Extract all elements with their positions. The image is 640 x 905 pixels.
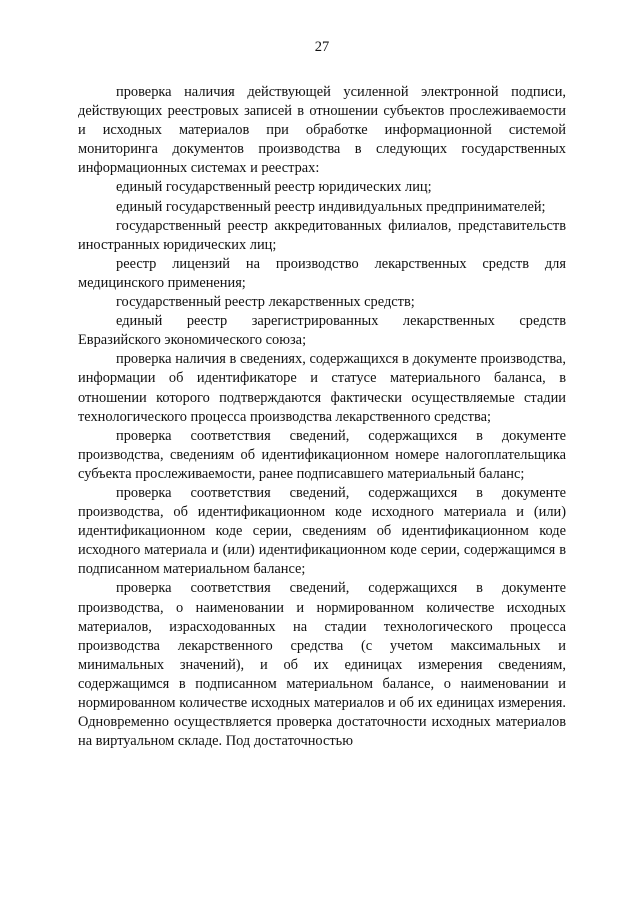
paragraph-licenses-register: реестр лицензий на производство лекарственных средств для медицинского применения; [78, 255, 566, 291]
paragraph-accredited-branches-register: государственный реестр аккредитованных филиалов, представительств иностранных юридических лиц; [78, 217, 566, 253]
paragraph-eaeu-medicines-register: единый реестр зарегистрированных лекарственных средств Евразийского экономического союза; [78, 313, 566, 349]
paragraph-entrepreneurs-register: единый государственный реестр индивидуальных предпринимателей; [116, 198, 546, 215]
paragraph-medicines-register: государственный реестр лекарственных средств; [116, 294, 415, 311]
page-number: 27 [314, 39, 330, 55]
paragraph-material-code-check: проверка соответствия сведений, содержащихся в документе производства, об идентификационном коде исходного материала и (или) идентификационном коде серии, сведениям об идентификационном коде исходного материала и (или) идентификационном коде серии, содержащимся в подписанном материальном балансе; [78, 484, 566, 578]
paragraph-taxpayer-number-check: проверка соответствия сведений, содержащихся в документе производства, сведениям об идентификационном номере налогоплательщика субъекта прослеживаемости, ранее подписавшего материальный баланс; [78, 427, 566, 482]
paragraph-legal-entities-register: единый государственный реестр юридических лиц; [116, 179, 432, 196]
paragraph-material-quantity-check: проверка соответствия сведений, содержащихся в документе производства, о наименовании и нормированном количестве исходных материалов, израсходованных на стадии технологического процесса производства лекарственного средства (с учетом максимальных и минимальных значений), и об их единицах измерения сведениям, содержащимся в подписанном материальном балансе, о наименовании и нормированном количестве исходных материалов и об их единицах измерения. Одновременно осуществляется проверка достаточности исходных материалов на виртуальном складе. Под достаточностью [78, 580, 566, 750]
paragraph-material-balance-identifier-check: проверка наличия в сведениях, содержащихся в документе производства, информации об идентификаторе и статусе материального баланса, в отношении которого подтверждаются фактически осуществляемые стадии технологического процесса производства лекарственного средства; [78, 351, 566, 425]
paragraph-verification-signature: проверка наличия действующей усиленной электронной подписи, действующих реестровых записей в отношении субъектов прослеживаемости и исходных материалов при обработке информационной системой мониторинга документов производства в следующих государственных информационных системах и реестрах: [78, 84, 566, 177]
document-body [78, 83, 566, 751]
